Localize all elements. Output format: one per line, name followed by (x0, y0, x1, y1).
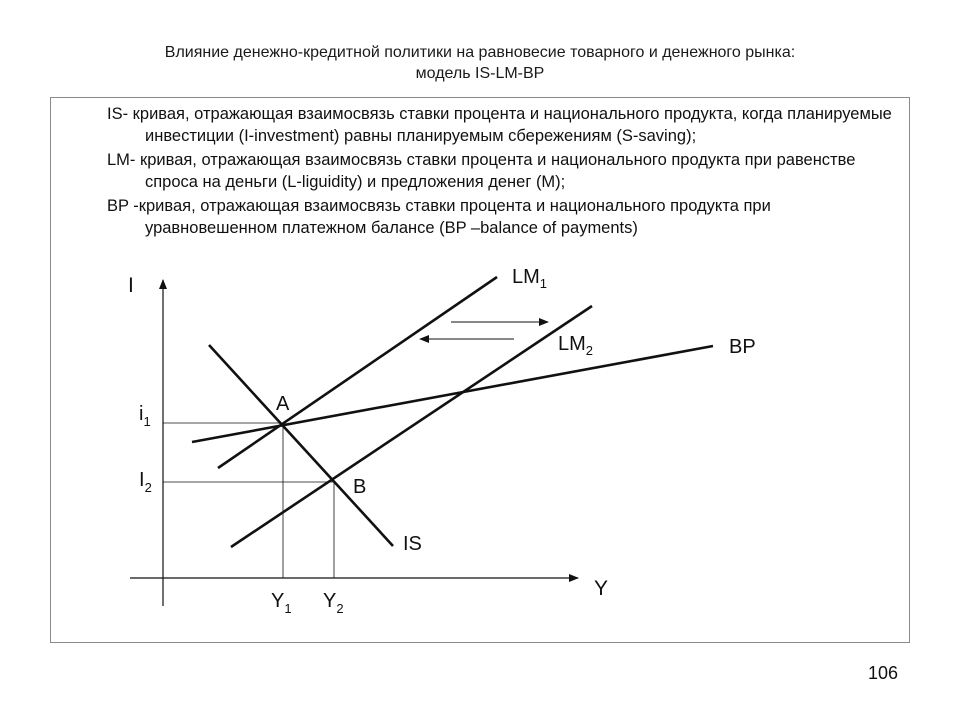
page-number: 106 (868, 663, 899, 683)
tick-i1-base: i (139, 403, 144, 425)
tick-i1-sub: 1 (143, 414, 151, 429)
tick-y2-base: Y (323, 590, 337, 612)
point-a-label: A (276, 393, 290, 415)
tick-y1-label (271, 590, 292, 616)
lm1-curve (218, 277, 497, 468)
is-curve (209, 345, 393, 546)
lm2-label-sub: 2 (585, 343, 594, 358)
tick-y2-label (323, 590, 344, 616)
lm2-label (558, 333, 593, 358)
tick-i2-label (139, 469, 152, 495)
tick-y1-base: Y (271, 590, 285, 612)
definition-is: IS- кривая, отражающая взаимосвязь ставки процента и национального продукта, когда планируемые инвестиции (I-investment) равны планируемым сбережениям (S-saving); (107, 105, 892, 145)
tick-i2-base: I (139, 469, 145, 491)
tick-y1-sub: 1 (284, 601, 292, 616)
bp-curve (192, 346, 713, 442)
lm1-label-sub: 1 (539, 276, 548, 291)
point-b-label: B (353, 476, 367, 498)
title-line-2: модель IS-LM-BP (415, 65, 545, 82)
tick-i2-sub: 2 (144, 480, 152, 495)
tick-i1-label (139, 403, 151, 429)
definition-bp: BP -кривая, отражающая взаимосвязь ставки процента и национального продукта при уравновешенном платежном балансе (BP –balance of payments) (107, 197, 771, 237)
is-label: IS (403, 533, 422, 555)
lm2-label-base: LM (558, 333, 586, 355)
title-line-1: Влияние денежно-кредитной политики на равновесие товарного и денежного рынка: (164, 44, 796, 61)
x-axis-label: Y (594, 577, 609, 600)
bp-label: BP (729, 336, 756, 358)
lm1-label-base: LM (512, 266, 540, 288)
tick-y2-sub: 2 (336, 601, 344, 616)
definition-lm: LM- кривая, отражающая взаимосвязь ставки процента и национального продукта при равенстве спроса на деньги (L-liguidity) и предложения денег (M); (107, 151, 856, 191)
y-axis-label: I (128, 274, 134, 297)
lm1-label (512, 266, 547, 291)
